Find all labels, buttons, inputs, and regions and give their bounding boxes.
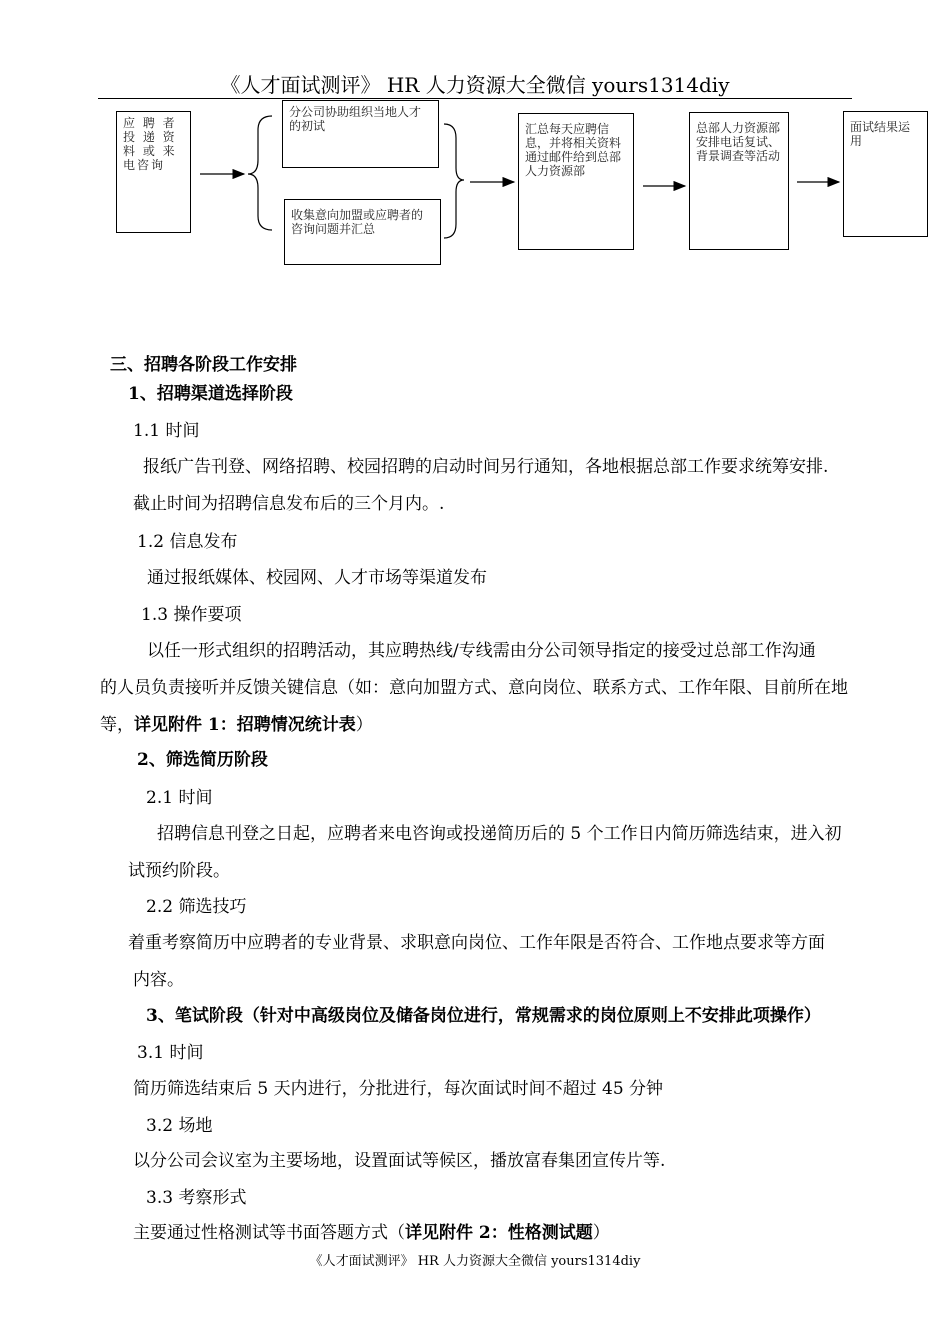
stage2-2-para-line1: 着重考察简历中应聘者的专业背景、求职意向岗位、工作年限是否符合、工作地点要求等方面 xyxy=(128,933,825,953)
stage3-2-para: 以分公司会议室为主要场地，设置面试等候区，播放富春集团宣传片等. xyxy=(133,1151,666,1171)
page-footer: 《人才面试测评》 HR 人力资源大全微信 yours1314diy xyxy=(309,1254,641,1269)
stage3-3-title: 3.3 考察形式 xyxy=(146,1188,247,1208)
stage2-heading: 2、筛选简历阶段 xyxy=(137,750,268,770)
appendix1-ref: 详见附件 1：招聘情况统计表 xyxy=(134,715,356,735)
stage2-1-para-line2: 试预约阶段。 xyxy=(128,861,230,881)
flow-box-branch-initial-interview: 分公司协助组织当地人才的初试 xyxy=(282,100,439,168)
page-header-title: 《人才面试测评》 HR 人力资源大全微信 yours1314diy xyxy=(220,73,730,97)
stage3-1-title: 3.1 时间 xyxy=(137,1043,204,1063)
stage1-heading: 1、招聘渠道选择阶段 xyxy=(128,384,293,404)
appendix2-ref: 详见附件 2：性格测试题 xyxy=(405,1223,593,1243)
stage1-2-para: 通过报纸媒体、校园网、人才市场等渠道发布 xyxy=(147,568,487,588)
stage1-3-para-line3: 等，详见附件 1：招聘情况统计表） xyxy=(100,715,373,735)
right-brace xyxy=(444,124,464,238)
stage1-3-para-line1: 以任一形式组织的招聘活动，其应聘热线/专线需由分公司领导指定的接受过总部工作沟通 xyxy=(147,641,816,661)
stage3-3-para: 主要通过性格测试等书面答题方式（详见附件 2：性格测试题） xyxy=(133,1223,610,1243)
stage3-heading: 3、笔试阶段（针对中高级岗位及储备岗位进行，常规需求的岗位原则上不安排此项操作） xyxy=(146,1006,821,1026)
flow-box-hq-retest: 总部人力资源部安排电话复试、背景调查等活动 xyxy=(689,112,789,250)
stage2-1-title: 2.1 时间 xyxy=(146,788,213,808)
stage1-2-title: 1.2 信息发布 xyxy=(137,532,238,552)
stage1-1-para-line1: 报纸广告刊登、网络招聘、校园招聘的启动时间另行通知，各地根据总部工作要求统筹安排. xyxy=(143,457,829,477)
stage2-2-title: 2.2 筛选技巧 xyxy=(146,897,247,917)
section-title: 三、招聘各阶段工作安排 xyxy=(110,355,297,375)
stage3-1-para: 简历筛选结束后 5 天内进行，分批进行，每次面试时间不超过 45 分钟 xyxy=(133,1079,664,1099)
flow-box-collect-questions: 收集意向加盟或应聘者的咨询问题并汇总 xyxy=(284,199,441,265)
stage2-2-para-line2: 内容。 xyxy=(133,970,184,990)
flow-box-daily-summary: 汇总每天应聘信息，并将相关资料通过邮件给到总部人力资源部 xyxy=(518,113,634,250)
stage1-1-para-line2: 截止时间为招聘信息发布后的三个月内。. xyxy=(133,494,445,514)
stage1-1-title: 1.1 时间 xyxy=(133,421,200,441)
flow-box-result-usage: 面试结果运用 xyxy=(843,111,928,237)
stage3-2-title: 3.2 场地 xyxy=(146,1116,213,1136)
left-brace xyxy=(248,116,272,230)
stage1-3-title: 1.3 操作要项 xyxy=(141,605,242,625)
stage1-3-para-line2: 的人员负责接听并反馈关键信息（如：意向加盟方式、意向岗位、联系方式、工作年限、目前所在地 xyxy=(100,678,848,698)
stage2-1-para-line1: 招聘信息刊登之日起，应聘者来电咨询或投递简历后的 5 个工作日内简历筛选结束，进入初 xyxy=(157,824,842,844)
flow-box-applicant-inquiry: 应 聘 者 投 递 资 料 或 来 电咨询 xyxy=(116,111,191,233)
